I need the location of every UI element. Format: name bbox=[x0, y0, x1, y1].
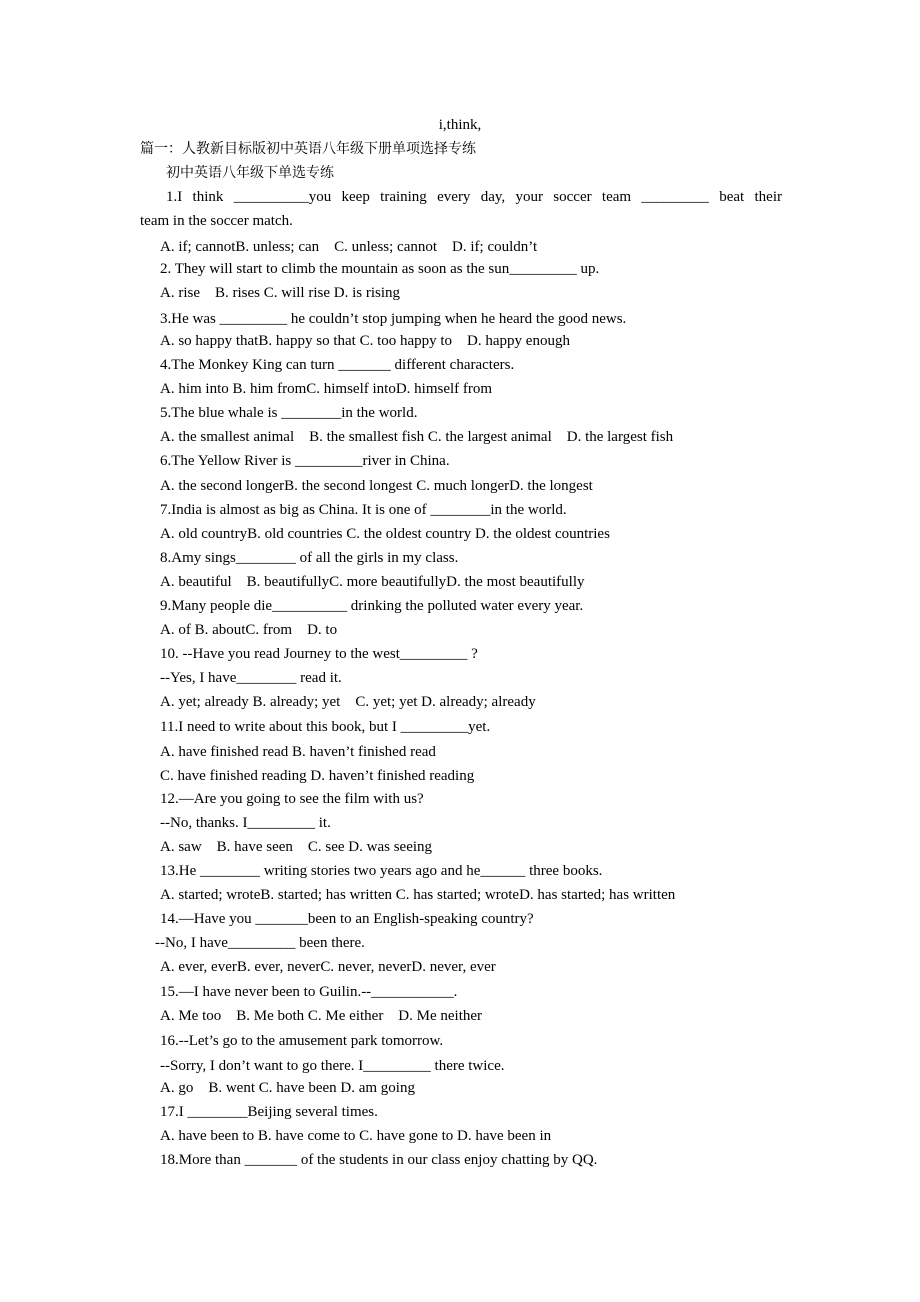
question-10: 10. --Have you read Journey to the west_________ ? bbox=[160, 646, 478, 662]
question-14-reply: --No, I have_________ been there. bbox=[155, 935, 365, 951]
question-1-line-1: 1.I think __________you keep training every day, your soccer team _________ beat their bbox=[166, 189, 782, 205]
document-title: i,think, bbox=[438, 117, 482, 133]
section-heading: 篇一：人教新目标版初中英语八年级下册单项选择专练 bbox=[140, 141, 476, 157]
question-3-options: A. so happy thatB. happy so that C. too happy to D. happy enough bbox=[160, 333, 570, 349]
question-17-options: A. have been to B. have come to C. have gone to D. have been in bbox=[160, 1128, 552, 1144]
question-7-options: A. old countryB. old countries C. the oldest country D. the oldest countries bbox=[160, 526, 610, 542]
question-13: 13.He ________ writing stories two years ago and he______ three books. bbox=[160, 863, 603, 879]
question-11-options-ab: A. have finished read B. haven’t finished read bbox=[160, 744, 436, 760]
question-4: 4.The Monkey King can turn _______ different characters. bbox=[160, 357, 515, 373]
question-16-options: A. go B. went C. have been D. am going bbox=[160, 1080, 415, 1096]
question-11-options-cd: C. have finished reading D. haven’t finished reading bbox=[160, 768, 475, 784]
question-8: 8.Amy sings________ of all the girls in my class. bbox=[160, 550, 459, 566]
question-6: 6.The Yellow River is _________river in China. bbox=[160, 453, 450, 469]
question-16-reply: --Sorry, I don’t want to go there. I_________ there twice. bbox=[160, 1058, 505, 1074]
question-7: 7.India is almost as big as China. It is one of ________in the world. bbox=[160, 502, 567, 518]
question-1-options: A. if; cannotB. unless; can C. unless; cannot D. if; couldn’t bbox=[160, 239, 538, 255]
question-17: 17.I ________Beijing several times. bbox=[160, 1104, 378, 1120]
question-2: 2. They will start to climb the mountain as soon as the sun_________ up. bbox=[160, 261, 600, 277]
question-15: 15.—I have never been to Guilin.--___________. bbox=[160, 984, 458, 1000]
section-subheading: 初中英语八年级下单选专练 bbox=[166, 165, 334, 181]
question-16: 16.--Let’s go to the amusement park tomorrow. bbox=[160, 1033, 444, 1049]
question-9: 9.Many people die__________ drinking the polluted water every year. bbox=[160, 598, 584, 614]
question-9-options: A. of B. aboutC. from D. to bbox=[160, 622, 338, 638]
question-12: 12.—Are you going to see the film with us? bbox=[160, 791, 424, 807]
question-12-options: A. saw B. have seen C. see D. was seeing bbox=[160, 839, 433, 855]
question-8-options: A. beautiful B. beautifullyC. more beautifullyD. the most beautifully bbox=[160, 574, 585, 590]
question-10-options: A. yet; already B. already; yet C. yet; yet D. already; already bbox=[160, 694, 536, 710]
question-10-reply: --Yes, I have________ read it. bbox=[160, 670, 342, 686]
question-6-options: A. the second longerB. the second longest C. much longerD. the longest bbox=[160, 478, 593, 494]
question-14: 14.—Have you _______been to an English-speaking country? bbox=[160, 911, 534, 927]
question-14-options: A. ever, everB. ever, neverC. never, neverD. never, ever bbox=[160, 959, 496, 975]
question-5-options: A. the smallest animal B. the smallest fish C. the largest animal D. the largest fish bbox=[160, 429, 674, 445]
question-15-options: A. Me too B. Me both C. Me either D. Me neither bbox=[160, 1008, 483, 1024]
question-1-line-2: team in the soccer match. bbox=[140, 213, 293, 229]
question-12-reply: --No, thanks. I_________ it. bbox=[160, 815, 331, 831]
question-18: 18.More than _______ of the students in our class enjoy chatting by QQ. bbox=[160, 1152, 598, 1168]
question-4-options: A. him into B. him fromC. himself intoD. himself from bbox=[160, 381, 493, 397]
question-11: 11.I need to write about this book, but I _________yet. bbox=[160, 719, 491, 735]
question-3: 3.He was _________ he couldn’t stop jumping when he heard the good news. bbox=[160, 311, 627, 327]
question-2-options: A. rise B. rises C. will rise D. is rising bbox=[160, 285, 400, 301]
question-13-options: A. started; wroteB. started; has written C. has started; wroteD. has started; has written bbox=[160, 887, 676, 903]
question-5: 5.The blue whale is ________in the world. bbox=[160, 405, 418, 421]
